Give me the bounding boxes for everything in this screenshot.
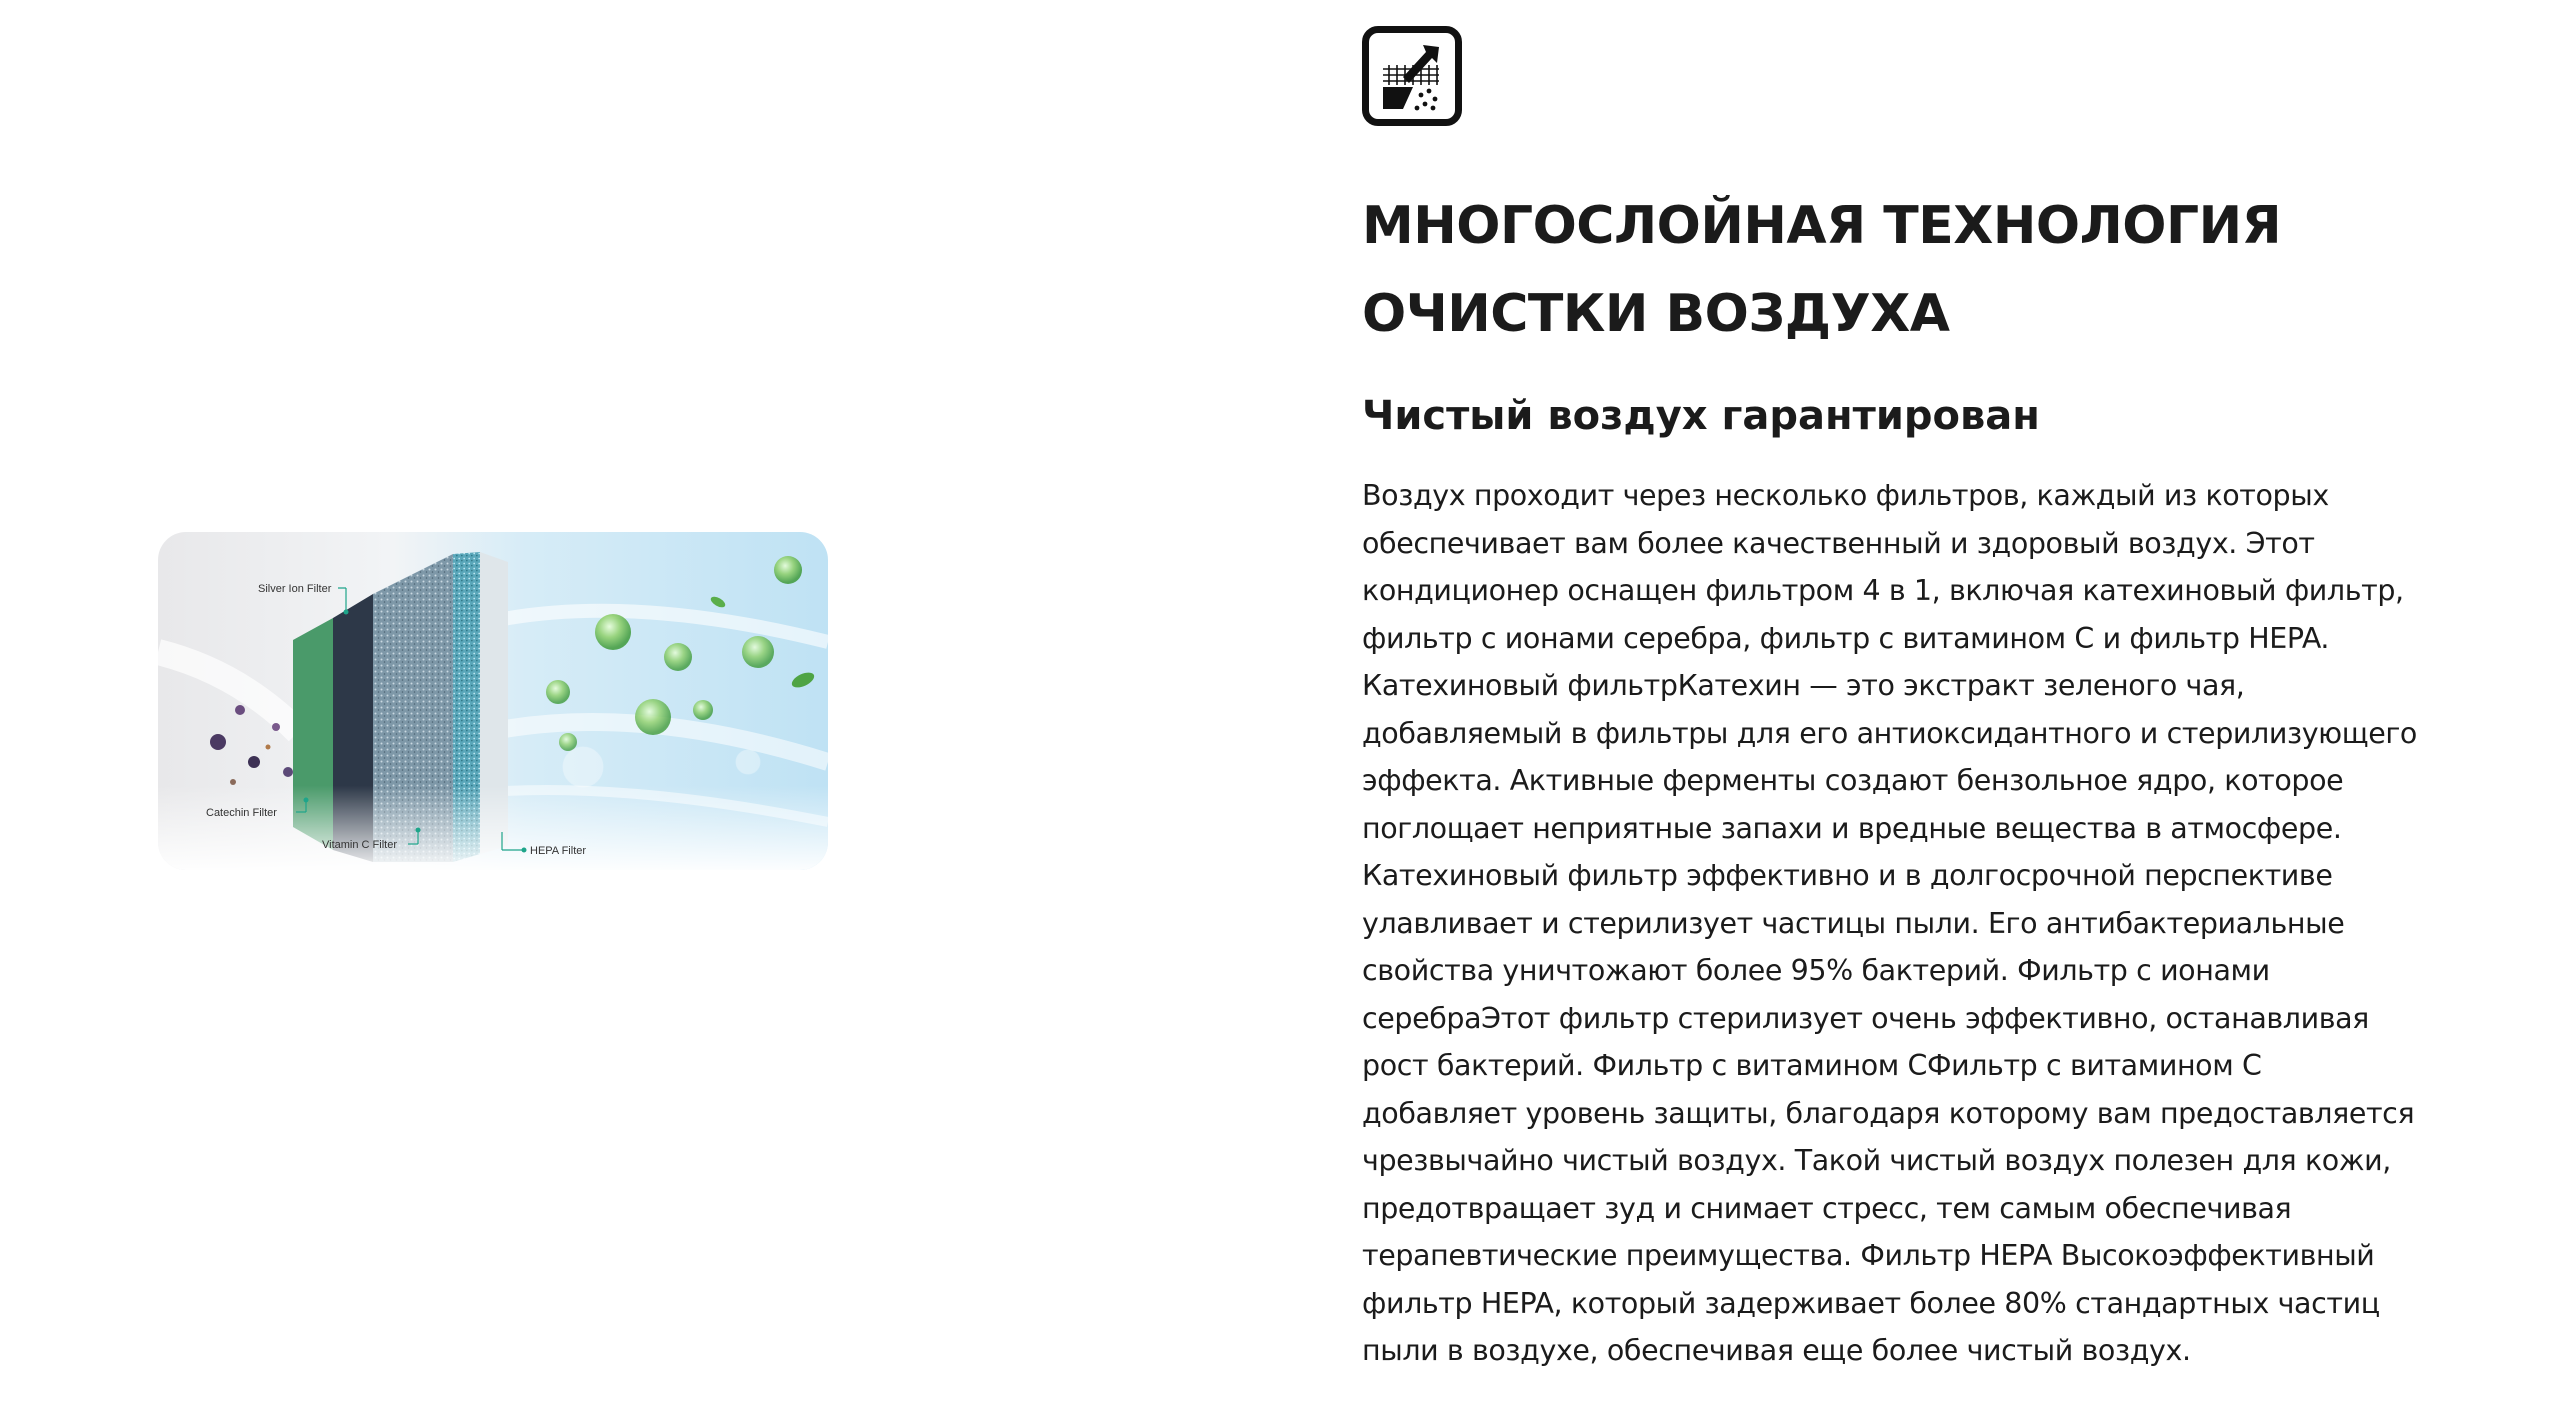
- label-vitamin-c-filter: Vitamin C Filter: [322, 839, 397, 851]
- feature-content: [1362, 26, 2462, 1375]
- feature-title: МНОГОСЛОЙНАЯ ТЕХНОЛОГИЯ ОЧИСТКИ ВОЗДУХА: [1362, 196, 2282, 344]
- filter-layers-illustration: [158, 532, 828, 870]
- filter-layers-graphic: [158, 532, 828, 870]
- label-silver-ion-filter: Silver Ion Filter: [258, 583, 332, 595]
- label-catechin-filter: Catechin Filter: [206, 807, 277, 819]
- feature-subtitle: Чистый воздух гарантирован: [1362, 393, 2040, 439]
- label-hepa-filter: HEPA Filter: [530, 845, 587, 857]
- air-filter-icon: [1362, 26, 1462, 126]
- feature-description: Воздух проходит через несколько фильтров, каждый из которых обеспечивает вам более качественный и здоровый воздух. Этот кондиционер оснащен фильтром 4 в 1, включая катехиновый фильтр, фильтр с ионами серебра, фильтр с витамином C и фильтр HEPA. Катехиновый фильтрКатехин — это экстракт зеленого чая, добавляемый в фильтры для его антиоксидантного и стерилизующего эффекта. Активные ферменты создают бензольное ядро, которое поглощает неприятные запахи и вредные вещества в атмосфере. Катехиновый фильтр эффективно и в долгосрочной перспективе улавливает и стерилизует частицы пыли. Его антибактериальные свойства уничтожают более 95% бактерий. Фильтр с ионами серебраЭтот фильтр стерилизует очень эффективно, останавливая рост бактерий. Фильтр с витамином СФильтр с витамином С добавляет уровень защиты, благодаря которому вам предоставляется чрезвычайно чистый воздух. Такой чистый воздух полезен для кожи, предотвращает зуд и снимает стресс, тем самым обеспечивая терапевтические преимущества. Фильтр HEPA Высокоэффективный фильтр HEPA, который задерживает более 80% стандартных частиц пыли в воздухе, обеспечивая еще более чистый воздух.: [1362, 479, 2417, 1367]
